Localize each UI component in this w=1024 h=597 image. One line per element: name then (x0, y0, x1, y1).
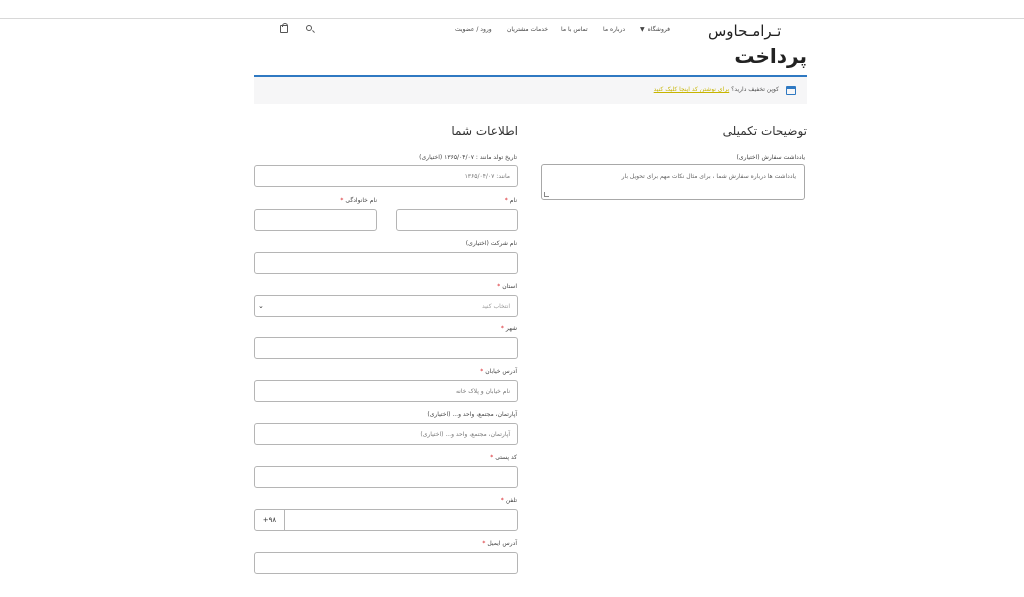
coupon-question: کوپن تخفیف دارید؟ (731, 86, 779, 93)
order-notes-placeholder: یادداشت ها درباره سفارش شما ، برای مثال نکات مهم برای تحویل بار (621, 173, 796, 180)
apartment-input[interactable] (254, 423, 518, 445)
billing-title: اطلاعات شما (451, 124, 518, 138)
apartment-label: آپارتمان، مجتمع، واحد و... (اختیاری) (427, 411, 517, 418)
phone-country-code[interactable]: +۹۸ (254, 509, 285, 531)
email-input[interactable] (254, 552, 518, 574)
state-label (497, 283, 517, 290)
search-icon[interactable] (304, 22, 316, 34)
nav-about[interactable]: درباره ما (603, 26, 626, 33)
nav-login[interactable]: ورود / عضویت (455, 26, 492, 33)
resize-grip-icon[interactable] (544, 192, 549, 197)
city-input[interactable] (254, 337, 518, 359)
street-input[interactable] (254, 380, 518, 402)
required-mark: * (480, 368, 484, 375)
birthdate-input[interactable] (254, 165, 518, 187)
order-notes-textarea[interactable] (541, 164, 805, 200)
state-selected: انتخاب کنید (481, 303, 510, 310)
bag-icon[interactable] (278, 22, 290, 34)
required-mark: * (504, 197, 508, 204)
page-title: پرداخت (734, 44, 807, 68)
coupon-notice (254, 75, 807, 104)
order-notes-label: یادداشت سفارش (اختیاری) (736, 154, 805, 161)
last-name-label-text: نام خانوادگی (345, 197, 377, 204)
nav-services[interactable]: خدمات مشتریان (507, 26, 549, 33)
postcode-label (490, 454, 517, 461)
coupon-link[interactable]: برای نوشتن کد اینجا کلیک کنید (653, 86, 730, 93)
street-label (480, 368, 517, 375)
street-label-text: آدرس خیابان (485, 368, 517, 375)
phone-label-text: تلفن (505, 497, 517, 504)
postcode-input[interactable] (254, 466, 518, 488)
company-input[interactable] (254, 252, 518, 274)
city-label (501, 325, 517, 332)
first-name-label (505, 197, 517, 204)
required-mark: * (482, 540, 486, 547)
required-mark: * (500, 325, 504, 332)
chevron-down-icon: ⌄ (258, 302, 264, 310)
coupon-icon (786, 86, 796, 95)
nav-shop-label: فروشگاه (647, 26, 671, 33)
birthdate-placeholder: مانند: ۱۳۶۵/۰۴/۰۷ (464, 173, 510, 180)
company-label: نام شرکت (اختیاری) (465, 240, 517, 247)
required-mark: * (497, 283, 501, 290)
additional-info-title: توضیحات تکمیلی (722, 124, 807, 138)
apartment-placeholder: آپارتمان، مجتمع، واحد و... (اختیاری) (420, 431, 510, 438)
nav-shop[interactable] (640, 26, 670, 33)
required-mark: * (500, 497, 504, 504)
birthdate-label: تاریخ تولد مانند : ۱۳۶۵/۰۴/۰۷ (اختیاری) (419, 154, 517, 161)
required-mark: * (340, 197, 344, 204)
city-label-text: شهر (505, 325, 517, 332)
last-name-input[interactable] (254, 209, 377, 231)
state-label-text: استان (502, 283, 517, 290)
last-name-label (340, 197, 377, 204)
required-mark: * (490, 454, 494, 461)
phone-label (501, 497, 517, 504)
first-name-input[interactable] (396, 209, 518, 231)
email-label-text: آدرس ایمیل (487, 540, 517, 547)
site-logo[interactable]: تـرامـحاوس (708, 22, 782, 40)
street-placeholder: نام خیابان و پلاک خانه (455, 388, 510, 395)
first-name-label-text: نام (509, 197, 517, 204)
top-divider (0, 18, 1024, 19)
postcode-label-text: کد پستی (495, 454, 517, 461)
caret-down-icon: ▼ (640, 26, 645, 33)
nav-contact[interactable]: تماس با ما (561, 26, 588, 33)
phone-input[interactable] (284, 509, 518, 531)
coupon-text (654, 86, 779, 93)
state-select[interactable] (254, 295, 518, 317)
email-label (482, 540, 517, 547)
